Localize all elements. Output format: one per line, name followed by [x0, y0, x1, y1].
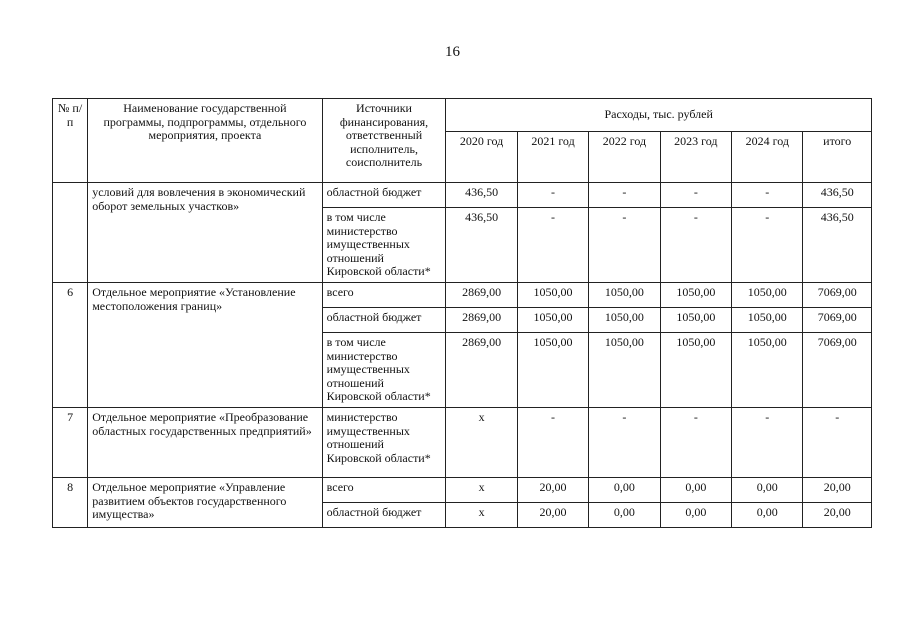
- funding-source: всего: [322, 478, 446, 503]
- table-row: [53, 283, 872, 308]
- value-2023: 0,00: [660, 478, 731, 503]
- header-year-2024: 2024 год: [732, 132, 803, 183]
- value-2021: -: [517, 208, 588, 283]
- row-number: 8: [53, 478, 88, 528]
- value-total: 436,50: [803, 208, 872, 283]
- value-2020: х: [446, 478, 517, 503]
- row-number: 6: [53, 283, 88, 408]
- value-2022: 0,00: [589, 503, 660, 528]
- program-name: Отдельное мероприятие «Преобразование областных государственных предприятий»: [88, 408, 322, 478]
- value-2023: -: [660, 408, 731, 478]
- program-name: Отдельное мероприятие «Установление местоположения границ»: [88, 283, 322, 408]
- header-year-2022: 2022 год: [589, 132, 660, 183]
- value-2022: -: [589, 208, 660, 283]
- header-year-2023: 2023 год: [660, 132, 731, 183]
- value-2021: 20,00: [517, 503, 588, 528]
- value-2020: 2869,00: [446, 333, 517, 408]
- value-2024: 0,00: [732, 478, 803, 503]
- value-total: 7069,00: [803, 308, 872, 333]
- value-2023: -: [660, 208, 731, 283]
- budget-table: [52, 98, 872, 528]
- value-2024: -: [732, 208, 803, 283]
- value-2022: 1050,00: [589, 308, 660, 333]
- value-2020: х: [446, 503, 517, 528]
- program-name: условий для вовлечения в экономический оборот земельных участков»: [88, 183, 322, 283]
- table-row: [53, 478, 872, 503]
- header-no: № п/п: [53, 99, 88, 183]
- value-2023: 1050,00: [660, 283, 731, 308]
- value-2024: -: [732, 408, 803, 478]
- value-2024: 1050,00: [732, 333, 803, 408]
- value-2020: 436,50: [446, 208, 517, 283]
- funding-source: в том числе министерство имущественных отношений Кировской области*: [322, 208, 446, 283]
- value-2023: 1050,00: [660, 333, 731, 408]
- table-row: [53, 408, 872, 478]
- value-2022: 1050,00: [589, 283, 660, 308]
- value-2024: -: [732, 183, 803, 208]
- row-number: 7: [53, 408, 88, 478]
- table-header: [53, 99, 872, 183]
- funding-source: всего: [322, 283, 446, 308]
- header-year-2021: 2021 год: [517, 132, 588, 183]
- value-2024: 1050,00: [732, 283, 803, 308]
- value-2022: -: [589, 183, 660, 208]
- value-2023: -: [660, 183, 731, 208]
- funding-source: областной бюджет: [322, 183, 446, 208]
- value-2021: 20,00: [517, 478, 588, 503]
- header-total: итого: [803, 132, 872, 183]
- value-2023: 1050,00: [660, 308, 731, 333]
- funding-source: в том числе министерство имущественных отношений Кировской области*: [322, 333, 446, 408]
- value-total: 20,00: [803, 478, 872, 503]
- header-name: Наименование государственной программы, подпрограммы, отдельного мероприятия, проекта: [88, 99, 322, 183]
- value-total: 436,50: [803, 183, 872, 208]
- table-row: [53, 183, 872, 208]
- value-2024: 0,00: [732, 503, 803, 528]
- value-2024: 1050,00: [732, 308, 803, 333]
- value-total: 7069,00: [803, 333, 872, 408]
- page-number: 16: [445, 44, 460, 60]
- value-2022: 1050,00: [589, 333, 660, 408]
- header-year-2020: 2020 год: [446, 132, 517, 183]
- funding-source: областной бюджет: [322, 308, 446, 333]
- value-2020: 2869,00: [446, 308, 517, 333]
- value-2021: 1050,00: [517, 283, 588, 308]
- value-total: 7069,00: [803, 283, 872, 308]
- value-2022: -: [589, 408, 660, 478]
- row-number: [53, 183, 88, 283]
- value-2020: 2869,00: [446, 283, 517, 308]
- program-name: Отдельное мероприятие «Управление развитием объектов государственного имущества»: [88, 478, 322, 528]
- value-total: -: [803, 408, 872, 478]
- value-2023: 0,00: [660, 503, 731, 528]
- value-2021: 1050,00: [517, 308, 588, 333]
- header-sources: Источники финансирования, ответственный исполнитель, соисполнитель: [322, 99, 446, 183]
- funding-source: областной бюджет: [322, 503, 446, 528]
- value-2020: 436,50: [446, 183, 517, 208]
- value-2020: х: [446, 408, 517, 478]
- header-expenses: Расходы, тыс. рублей: [446, 99, 872, 132]
- value-2021: -: [517, 183, 588, 208]
- value-2021: -: [517, 408, 588, 478]
- value-total: 20,00: [803, 503, 872, 528]
- value-2021: 1050,00: [517, 333, 588, 408]
- table-body: [53, 183, 872, 528]
- value-2022: 0,00: [589, 478, 660, 503]
- funding-source: министерство имущественных отношений Кировской области*: [322, 408, 446, 478]
